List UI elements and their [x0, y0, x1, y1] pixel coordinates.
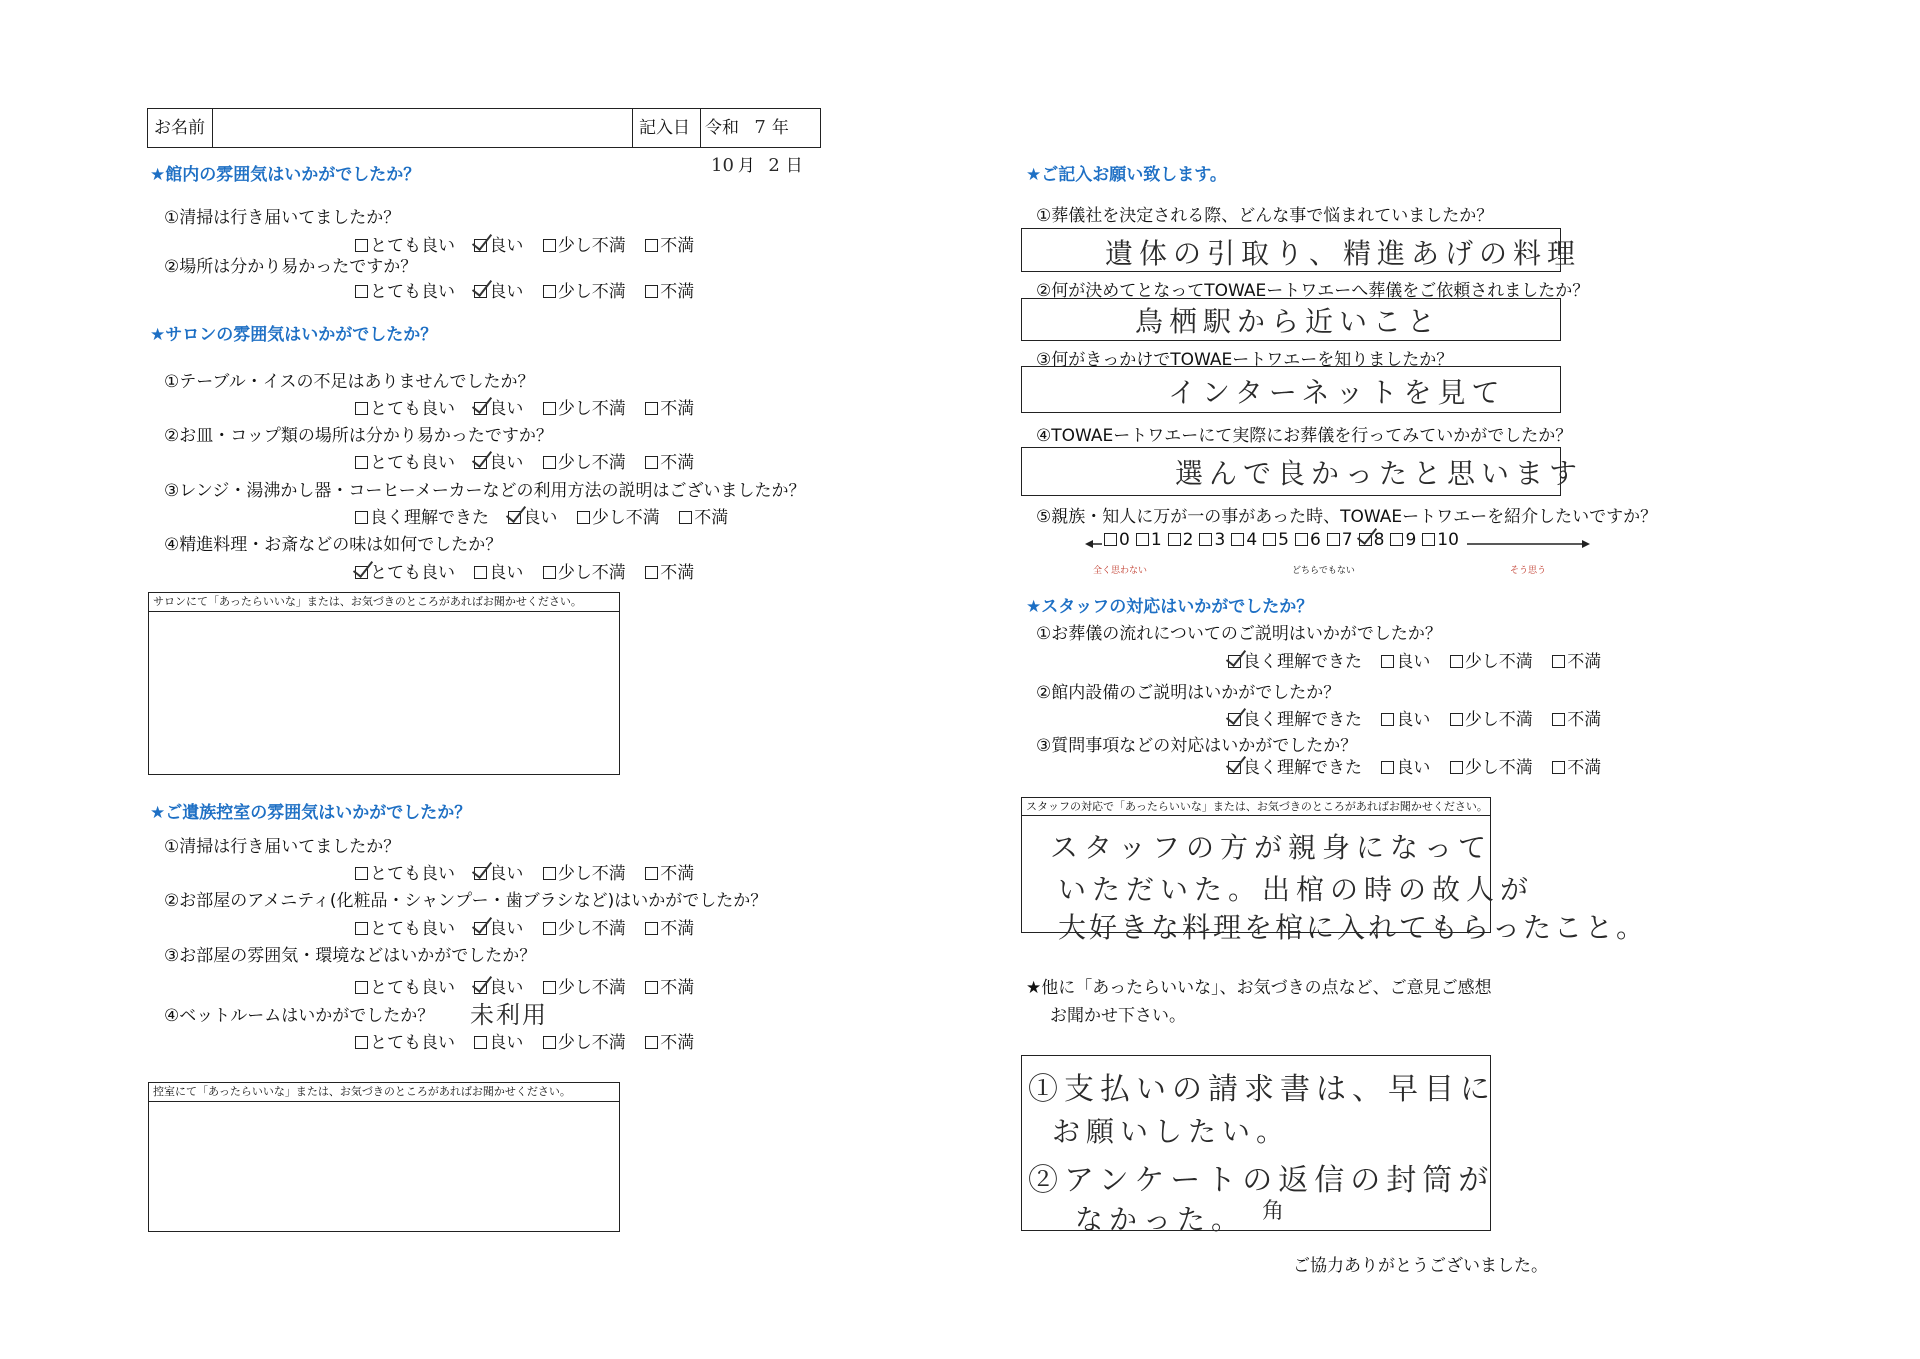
checkbox-checked[interactable] [474, 922, 487, 935]
room-q2: ②お部屋のアメニティ(化粧品・シャンプー・歯ブラシなど)はいかがでしたか？ [164, 891, 768, 911]
thanks-text: ご協力ありがとうございました。 [1293, 1256, 1548, 1276]
name-field[interactable] [213, 109, 633, 147]
checkbox[interactable] [543, 1036, 556, 1049]
checkbox[interactable] [543, 867, 556, 880]
scale-option-7[interactable] [1327, 530, 1353, 550]
section-request-title: ★ご記入お願い致します。 [1026, 165, 1227, 185]
checkbox-checked[interactable] [474, 402, 487, 415]
checkbox[interactable] [543, 566, 556, 579]
checkbox[interactable] [355, 239, 368, 252]
checkbox[interactable] [1231, 533, 1244, 546]
checkbox[interactable] [577, 511, 590, 524]
scale-option-1[interactable] [1136, 530, 1162, 550]
scale-number: 10 [1437, 530, 1459, 550]
salon-q1-options: とても良い 良い 少し不満 不満 [355, 394, 694, 419]
other-title-2: お聞かせ下さい。 [1050, 1006, 1186, 1026]
other-comment-note: 角 [1262, 1199, 1291, 1224]
checkbox[interactable] [543, 922, 556, 935]
checkbox[interactable] [645, 402, 658, 415]
salon-q2-options: とても良い 良い 少し不満 不満 [355, 448, 694, 473]
answer-2: 鳥栖駅から近いこと [1135, 305, 1442, 338]
checkbox[interactable] [645, 1036, 658, 1049]
checkbox-checked[interactable] [1228, 713, 1241, 726]
other-comment-line-4: なかった。 [1075, 1203, 1246, 1236]
scale-number: 4 [1246, 530, 1258, 550]
scale-option-5[interactable] [1263, 530, 1289, 550]
staff-comment-line-1: スタッフの方が親身になって [1050, 831, 1493, 864]
scale-options [1102, 530, 1467, 550]
month-value: 10 [711, 155, 734, 176]
checkbox[interactable] [1136, 533, 1149, 546]
scale-number: 2 [1182, 530, 1194, 550]
checkbox[interactable] [645, 239, 658, 252]
room-comment-label: 控室にて「あったらいいな」または、お気づきのところがあればお聞かせください。 [149, 1083, 619, 1102]
request-q1: ①葬儀社を決定される際、どんな事で悩まれていましたか？ [1036, 206, 1494, 226]
staff-q2: ②館内設備のご説明はいかがでしたか？ [1036, 683, 1341, 703]
checkbox[interactable] [645, 981, 658, 994]
checkbox[interactable] [1450, 761, 1463, 774]
scale-number: 8 [1373, 530, 1385, 550]
hall-q2: ②場所は分かり易かったですか？ [164, 257, 418, 277]
checkbox-checked[interactable] [1228, 655, 1241, 668]
checkbox[interactable] [1552, 655, 1565, 668]
checkbox[interactable] [1199, 533, 1212, 546]
room-q1: ①清掃は行き届いてましたか？ [164, 837, 401, 857]
salon-comment-label: サロンにて「あったらいいな」または、お気づきのところがあればお聞かせください。 [149, 593, 619, 612]
answer-3: インターネットを見て [1168, 376, 1506, 409]
checkbox[interactable] [543, 285, 556, 298]
hall-q2-options: とても良い 良い 少し不満 不満 [355, 277, 694, 302]
room-comment-box[interactable] [148, 1082, 620, 1232]
scale-option-2[interactable] [1168, 530, 1194, 550]
room-q3: ③お部屋の雰囲気・環境などはいかがでしたか？ [164, 946, 537, 966]
room-q3-options: とても良い 良い 少し不満 不満 [355, 973, 694, 998]
room-q4-note: 未利用 [470, 1001, 548, 1029]
checkbox-checked[interactable] [474, 285, 487, 298]
checkbox[interactable] [355, 456, 368, 469]
scale-high-label: そう思う [1510, 566, 1547, 576]
checkbox[interactable] [543, 402, 556, 415]
checkbox[interactable] [1327, 533, 1340, 546]
staff-comment-line-3: 大好きな料理を棺に入れてもらったこと。 [1058, 911, 1648, 944]
checkbox[interactable] [474, 1036, 487, 1049]
checkbox[interactable] [1168, 533, 1181, 546]
other-comment-line-2: お願いしたい。 [1052, 1115, 1291, 1148]
checkbox[interactable] [1104, 533, 1117, 546]
checkbox[interactable] [645, 285, 658, 298]
checkbox[interactable] [474, 566, 487, 579]
checkbox[interactable] [1390, 533, 1403, 546]
checkbox-checked[interactable] [1228, 761, 1241, 774]
checkbox[interactable] [645, 566, 658, 579]
checkbox[interactable] [355, 402, 368, 415]
room-q4-options: とても良い 良い 少し不満 不満 [355, 1028, 694, 1053]
checkbox[interactable] [1450, 713, 1463, 726]
scale-option-4[interactable] [1231, 530, 1257, 550]
scale-low-label: 全く思わない [1093, 566, 1148, 576]
checkbox[interactable] [355, 867, 368, 880]
request-q4: ④TOWAEートワエーにて実際にお葬儀を行ってみていかがでしたか？ [1036, 426, 1573, 446]
salon-q3-options: 良く理解できた 良い 少し不満 不満 [355, 503, 728, 528]
other-comment-line-3: ②アンケートの返信の封筒が [1028, 1163, 1495, 1198]
checkbox-checked[interactable] [355, 566, 368, 579]
date-label: 記入日 [633, 109, 701, 147]
hall-q1: ①清掃は行き届いてましたか？ [164, 208, 401, 228]
staff-q3-options: 良く理解できた 良い 少し不満 不満 [1228, 753, 1601, 778]
month-unit: 月 [737, 156, 755, 176]
scale-number: 6 [1309, 530, 1321, 550]
checkbox-checked[interactable] [474, 239, 487, 252]
answer-4: 選んで良かったと思います [1175, 457, 1584, 490]
room-q4: ④ベットルームはいかがでしたか？ [164, 1006, 435, 1026]
checkbox[interactable] [645, 456, 658, 469]
scale-number: 0 [1119, 530, 1130, 550]
checkbox-checked[interactable] [1359, 533, 1372, 546]
request-q3: ③何がきっかけでTOWAEートワエーを知りましたか？ [1036, 350, 1454, 370]
checkbox[interactable] [543, 981, 556, 994]
scale-number: 1 [1150, 530, 1162, 550]
checkbox[interactable] [1552, 761, 1565, 774]
checkbox[interactable] [543, 239, 556, 252]
checkbox[interactable] [679, 511, 692, 524]
name-label: お名前 [148, 109, 213, 147]
checkbox[interactable] [355, 922, 368, 935]
staff-q3: ③質問事項などの対応はいかがでしたか？ [1036, 736, 1358, 756]
checkbox[interactable] [1422, 533, 1435, 546]
scale-number: 3 [1214, 530, 1226, 550]
request-q5: ⑤親族・知人に万が一の事があった時、TOWAEートワエーを紹介したいですか？ [1036, 507, 1658, 527]
room-q1-options: とても良い 良い 少し不満 不満 [355, 859, 694, 884]
checkbox[interactable] [1450, 655, 1463, 668]
checkbox[interactable] [1263, 533, 1276, 546]
scale-number: 7 [1341, 530, 1353, 550]
scale-number: 9 [1405, 530, 1417, 550]
year-value: 7 [754, 117, 766, 138]
request-q2: ②何が決めてとなってTOWAEートワエーへ葬儀をご依頼されましたか？ [1036, 281, 1590, 301]
hall-q1-options: とても良い 良い 少し不満 不満 [355, 231, 694, 256]
scale-option-3[interactable] [1199, 530, 1225, 550]
checkbox[interactable] [1381, 655, 1394, 668]
salon-q3: ③レンジ・湯沸かし器・コーヒーメーカーなどの利用方法の説明はございましたか？ [164, 481, 806, 501]
checkbox[interactable] [355, 981, 368, 994]
era: 令和 [705, 118, 739, 138]
checkbox[interactable] [1381, 713, 1394, 726]
scale-option-10[interactable] [1422, 530, 1459, 550]
checkbox-checked[interactable] [474, 981, 487, 994]
checkbox-checked[interactable] [508, 511, 521, 524]
staff-comment-line-2: いただいた。出棺の時の故人が [1058, 873, 1535, 906]
room-q2-options: とても良い 良い 少し不満 不満 [355, 914, 694, 939]
section-hall-title: ★館内の雰囲気はいかがでしたか？ [150, 165, 421, 185]
salon-q4: ④精進料理・お斎などの味は如何でしたか？ [164, 535, 503, 555]
checkbox[interactable] [645, 867, 658, 880]
day-unit: 日 [785, 156, 803, 176]
staff-q2-options: 良く理解できた 良い 少し不満 不満 [1228, 705, 1601, 730]
checkbox-checked[interactable] [474, 456, 487, 469]
section-room-title: ★ご遺族控室の雰囲気はいかがでしたか？ [150, 803, 472, 823]
staff-q1: ①お葬儀の流れについてのご説明はいかがでしたか？ [1036, 624, 1442, 644]
salon-q1: ①テーブル・イスの不足はありませんでしたか？ [164, 372, 535, 392]
scale-number: 5 [1278, 530, 1289, 550]
scale-mid-label: どちらでもない [1292, 566, 1355, 576]
checkbox[interactable] [355, 511, 368, 524]
section-staff-title: ★スタッフの対応はいかがでしたか？ [1026, 597, 1314, 617]
scale-option-0[interactable] [1104, 530, 1130, 550]
salon-comment-box[interactable] [148, 592, 620, 775]
checkbox[interactable] [355, 1036, 368, 1049]
date-field[interactable] [701, 109, 820, 176]
scale-option-6[interactable] [1295, 530, 1321, 550]
checkbox[interactable] [1295, 533, 1308, 546]
checkbox[interactable] [1381, 761, 1394, 774]
section-salon-title: ★サロンの雰囲気はいかがでしたか？ [150, 325, 438, 345]
day-value: 2 [768, 155, 780, 176]
scale-option-9[interactable] [1390, 530, 1416, 550]
scale-option-8[interactable] [1359, 530, 1385, 550]
checkbox[interactable] [645, 922, 658, 935]
staff-comment-label: スタッフの対応で「あったらいいな」または、お気づきのところがあればお聞かせください。 [1022, 798, 1490, 816]
salon-q2: ②お皿・コップ類の場所は分かり易かったですか？ [164, 426, 553, 446]
salon-q4-options: とても良い 良い 少し不満 不満 [355, 558, 694, 583]
other-title: ★他に「あったらいいな」、お気づきの点など、ご意見ご感想 [1026, 978, 1492, 998]
answer-1: 遺体の引取り、精進あげの料理 [1105, 237, 1582, 270]
other-comment-line-1: ①支払いの請求書は、早目に [1028, 1072, 1496, 1107]
checkbox-checked[interactable] [474, 867, 487, 880]
checkbox[interactable] [355, 285, 368, 298]
year-unit: 年 [771, 118, 789, 138]
checkbox[interactable] [543, 456, 556, 469]
staff-q1-options: 良く理解できた 良い 少し不満 不満 [1228, 647, 1601, 672]
checkbox[interactable] [1552, 713, 1565, 726]
